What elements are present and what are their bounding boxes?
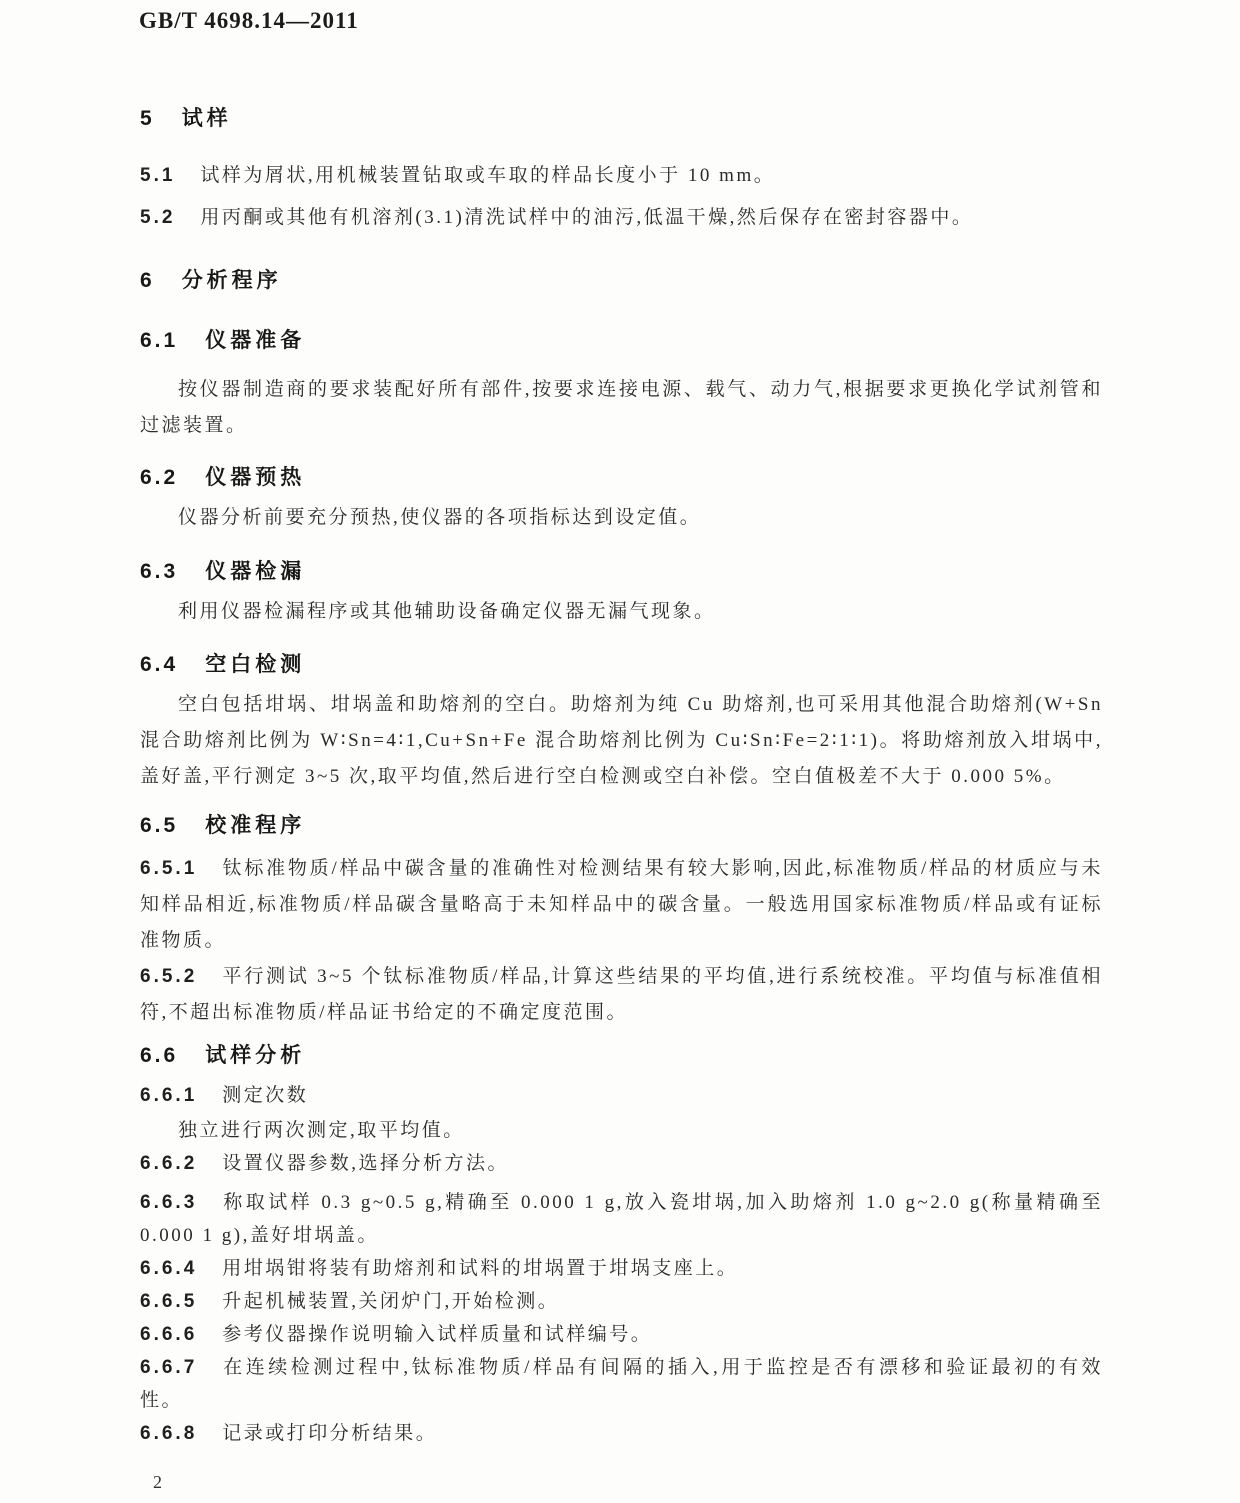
section-heading-6.3 bbox=[140, 557, 1103, 587]
clause-text: 平行测试 3~5 个钛标准物质/样品,计算这些结果的平均值,进行系统校准。平均值与标准值相符,不超出标准物质/样品证书给定的不确定度范围。 bbox=[140, 966, 1103, 1023]
clause-6.5.2 bbox=[140, 959, 1103, 1031]
section-title: 试样分析 bbox=[205, 1044, 306, 1067]
section-number: 6.4 bbox=[140, 653, 179, 676]
clause-text: 钛标准物质/样品中碳含量的准确性对检测结果有较大影响,因此,标准物质/样品的材质应与未知样品相近,标准物质/样品碳含量略高于未知样品中的碳含量。一般选用国家标准物质/样品或有证标准物质。 bbox=[140, 858, 1103, 951]
section-number: 6 bbox=[140, 269, 155, 292]
section-heading-6 bbox=[140, 266, 1103, 296]
section-heading-6.4 bbox=[140, 650, 1103, 680]
document-body bbox=[140, 0, 1103, 1450]
clause-6.6.6 bbox=[140, 1318, 1103, 1351]
section-heading-6.5 bbox=[140, 811, 1103, 841]
clause-number: 5.1 bbox=[140, 165, 176, 186]
paragraph: 利用仪器检漏程序或其他辅助设备确定仪器无漏气现象。 bbox=[178, 601, 716, 622]
clause-number: 6.5.2 bbox=[140, 966, 198, 987]
clause-text: 称取试样 0.3 g~0.5 g,精确至 0.000 1 g,放入瓷坩埚,加入助熔剂 1.0 g~2.0 g(称量精确至 0.000 1 g),盖好坩埚盖。 bbox=[140, 1192, 1103, 1246]
clause-6.6.5 bbox=[140, 1285, 1103, 1318]
section-heading-6.6 bbox=[140, 1041, 1103, 1071]
clause-6.6.2 bbox=[140, 1147, 1103, 1180]
section-title: 分析程序 bbox=[181, 269, 282, 292]
clause-text: 在连续检测过程中,钛标准物质/样品有间隔的插入,用于监控是否有漂移和验证最初的有效性。 bbox=[140, 1357, 1103, 1411]
section-title: 仪器预热 bbox=[205, 466, 306, 489]
clause-5.2 bbox=[140, 200, 1103, 236]
clause-text: 设置仪器参数,选择分析方法。 bbox=[222, 1153, 510, 1174]
clause-number: 6.6.2 bbox=[140, 1153, 198, 1174]
section-number: 5 bbox=[140, 107, 155, 130]
clause-text: 参考仪器操作说明输入试样质量和试样编号。 bbox=[222, 1324, 653, 1345]
paragraph: 按仪器制造商的要求装配好所有部件,按要求连接电源、载气、动力气,根据要求更换化学试剂管和过滤装置。 bbox=[140, 379, 1103, 436]
standard-number-header: GB/T 4698.14—2011 bbox=[139, 8, 359, 33]
section-number: 6.3 bbox=[140, 560, 179, 583]
section-heading-6.1 bbox=[140, 326, 1103, 356]
clause-text: 升起机械装置,关闭炉门,开始检测。 bbox=[222, 1291, 560, 1312]
clause-6.6.7 bbox=[140, 1351, 1103, 1417]
clause-6.5.1 bbox=[140, 851, 1103, 959]
clause-6.6.8 bbox=[140, 1417, 1103, 1450]
paragraph: 仪器分析前要充分预热,使仪器的各项指标达到设定值。 bbox=[178, 507, 702, 528]
section-number: 6.6 bbox=[140, 1044, 179, 1067]
clause-6.6.3 bbox=[140, 1186, 1103, 1252]
section-title: 试样 bbox=[181, 107, 232, 130]
section-number: 6.1 bbox=[140, 329, 179, 352]
paragraph: 独立进行两次测定,取平均值。 bbox=[178, 1120, 465, 1141]
clause-5.1 bbox=[140, 158, 1103, 194]
page-number: 2 bbox=[153, 1472, 162, 1492]
clause-6.6.1 bbox=[140, 1079, 1103, 1112]
clause-number: 6.6.8 bbox=[140, 1423, 198, 1444]
clause-text: 试样为屑状,用机械装置钻取或车取的样品长度小于 10 mm。 bbox=[200, 165, 776, 186]
section-number: 6.2 bbox=[140, 466, 179, 489]
clause-text: 记录或打印分析结果。 bbox=[222, 1423, 438, 1444]
clause-number: 6.6.3 bbox=[140, 1192, 198, 1213]
clause-text: 测定次数 bbox=[222, 1085, 309, 1106]
clause-number: 6.6.5 bbox=[140, 1291, 198, 1312]
clause-number: 6.6.6 bbox=[140, 1324, 198, 1345]
section-title: 空白检测 bbox=[205, 653, 306, 676]
section-heading-5 bbox=[140, 104, 1103, 134]
clause-number: 6.5.1 bbox=[140, 858, 198, 879]
clause-text: 用丙酮或其他有机溶剂(3.1)清洗试样中的油污,低温干燥,然后保存在密封容器中。 bbox=[200, 207, 974, 228]
section-title: 仪器检漏 bbox=[205, 560, 306, 583]
clause-text: 用坩埚钳将装有助熔剂和试料的坩埚置于坩埚支座上。 bbox=[222, 1258, 739, 1279]
section-title: 仪器准备 bbox=[205, 329, 306, 352]
section-number: 6.5 bbox=[140, 814, 179, 837]
section-heading-6.2 bbox=[140, 463, 1103, 493]
section-title: 校准程序 bbox=[205, 814, 306, 837]
clause-number: 6.6.7 bbox=[140, 1357, 198, 1378]
clause-6.6.4 bbox=[140, 1252, 1103, 1285]
clause-number: 5.2 bbox=[140, 207, 176, 228]
clause-number: 6.6.4 bbox=[140, 1258, 198, 1279]
paragraph: 空白包括坩埚、坩埚盖和助熔剂的空白。助熔剂为纯 Cu 助熔剂,也可采用其他混合助熔剂(W+Sn 混合助熔剂比例为 W∶Sn=4∶1,Cu+Sn+Fe 混合助熔剂比例为 Cu∶Sn∶Fe=2∶1∶1)。将助熔剂放入坩埚中,盖好盖,平行测定 3~5 次,取平均值,然后进行空白检测或空白补偿。空白值极差不大于 0.000 5%。 bbox=[140, 694, 1103, 787]
clause-number: 6.6.1 bbox=[140, 1085, 198, 1106]
